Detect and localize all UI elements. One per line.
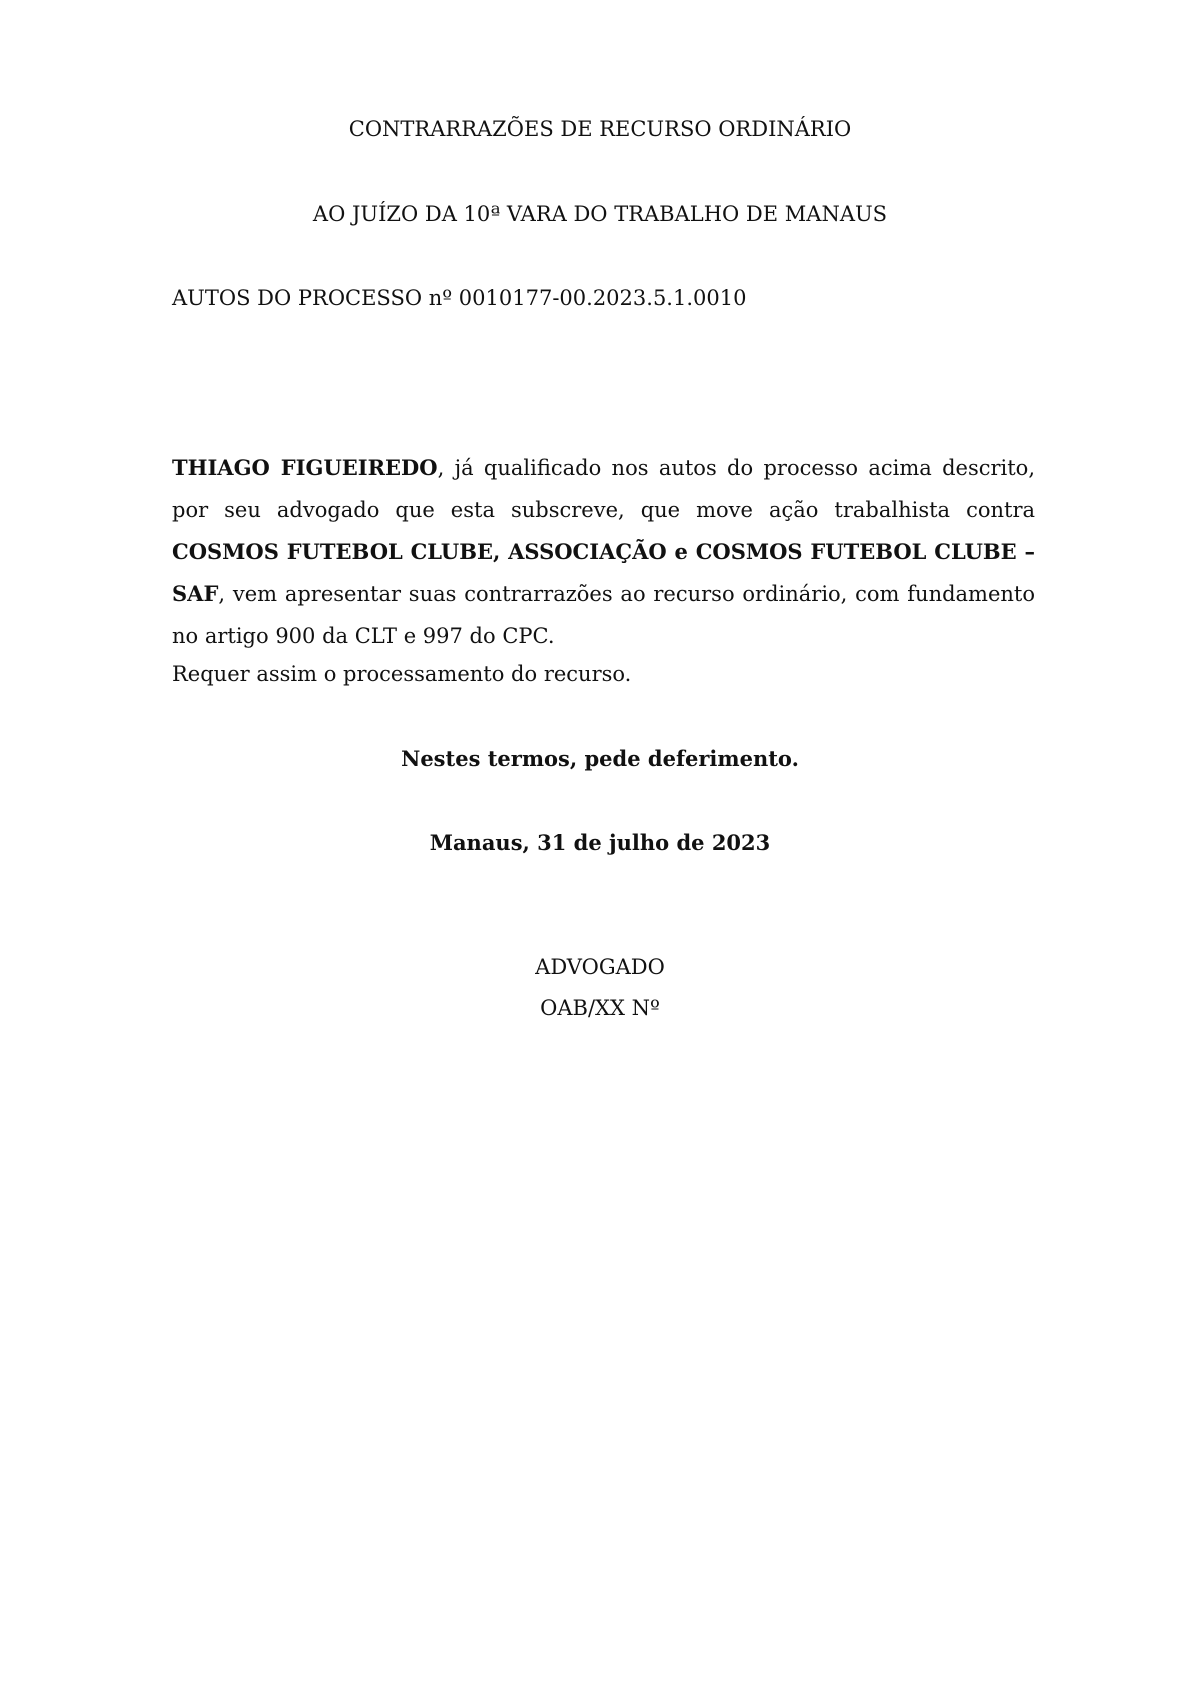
addressee-line: AO JUÍZO DA 10ª VARA DO TRABALHO DE MANAUS — [312, 202, 888, 226]
signature-oab: OAB/XX Nº — [540, 996, 660, 1020]
signature-role: ADVOGADO — [535, 955, 665, 979]
place-date: Manaus, 31 de julho de 2023 — [429, 830, 771, 855]
body-text-part-1: , já qualificado nos autos do processo acima descrito, por seu advogado que esta subscreve, que move ação trabalhista contra — [172, 456, 1035, 522]
document-title: CONTRARRAZÕES DE RECURSO ORDINÁRIO — [348, 117, 852, 141]
body-paragraph — [172, 447, 1035, 657]
body-text-part-2: , vem apresentar suas contrarrazões ao recurso ordinário, com fundamento no artigo 900 da CLT e 997 do CPC. — [172, 582, 1035, 648]
defendants-names: COSMOS FUTEBOL CLUBE, ASSOCIAÇÃO e COSMOS FUTEBOL CLUBE – SAF — [172, 539, 1035, 606]
process-number: AUTOS DO PROCESSO nº 0010177-00.2023.5.1.0010 — [172, 286, 747, 310]
party-name: THIAGO FIGUEIREDO — [172, 455, 438, 480]
request-line: Requer assim o processamento do recurso. — [172, 662, 632, 686]
closing-formula: Nestes termos, pede deferimento. — [401, 746, 799, 771]
